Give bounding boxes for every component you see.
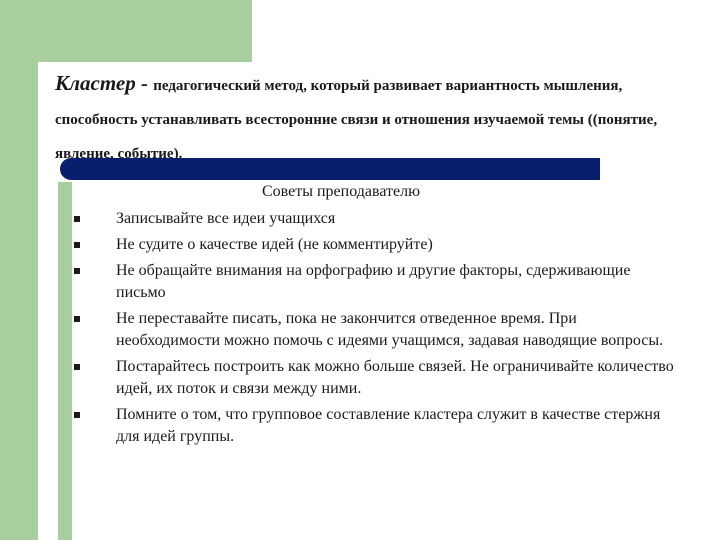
list-item-text: Не переставайте писать, пока не закончится отведенное время. При необходимости можно помочь с идеями учащимся, задавая наводящие вопросы. — [116, 310, 664, 349]
decorative-green-bar-left — [0, 0, 38, 540]
square-bullet-icon — [74, 412, 80, 418]
definition-paragraph — [55, 66, 705, 171]
list-item — [74, 234, 674, 256]
tips-list — [74, 208, 674, 452]
list-item — [74, 356, 674, 400]
list-item-text: Помните о том, что групповое составление кластера служит в качестве стержня для идей группы. — [116, 406, 661, 445]
definition-term: Кластер — [55, 71, 136, 95]
square-bullet-icon — [74, 242, 80, 248]
list-item — [74, 260, 674, 304]
tips-title: Советы преподавателю — [262, 183, 421, 200]
square-bullet-icon — [74, 316, 80, 322]
list-item — [74, 308, 674, 352]
definition-dash: - — [135, 71, 154, 95]
square-bullet-icon — [74, 216, 80, 222]
list-item — [74, 208, 674, 230]
list-item — [74, 404, 674, 448]
list-item-text: Не обращайте внимания на орфографию и другие факторы, сдерживающие письмо — [116, 262, 631, 301]
definition-text: педагогический метод, который развивает вариантность мышления, способность устанавливать всесторонние связи и отношения изучаемой темы ((понятие, явление, событие). — [55, 78, 658, 162]
list-item-text: Постарайтесь построить как можно больше связей. Не ограничивайте количество идей, их поток и связи между ними. — [116, 358, 674, 397]
decorative-green-strip — [58, 182, 72, 540]
square-bullet-icon — [74, 268, 80, 274]
list-item-text: Не судите о качестве идей (не комментируйте) — [116, 236, 433, 253]
decorative-green-block-top — [38, 0, 252, 62]
list-item-text: Записывайте все идеи учащихся — [116, 210, 336, 227]
square-bullet-icon — [74, 364, 80, 370]
